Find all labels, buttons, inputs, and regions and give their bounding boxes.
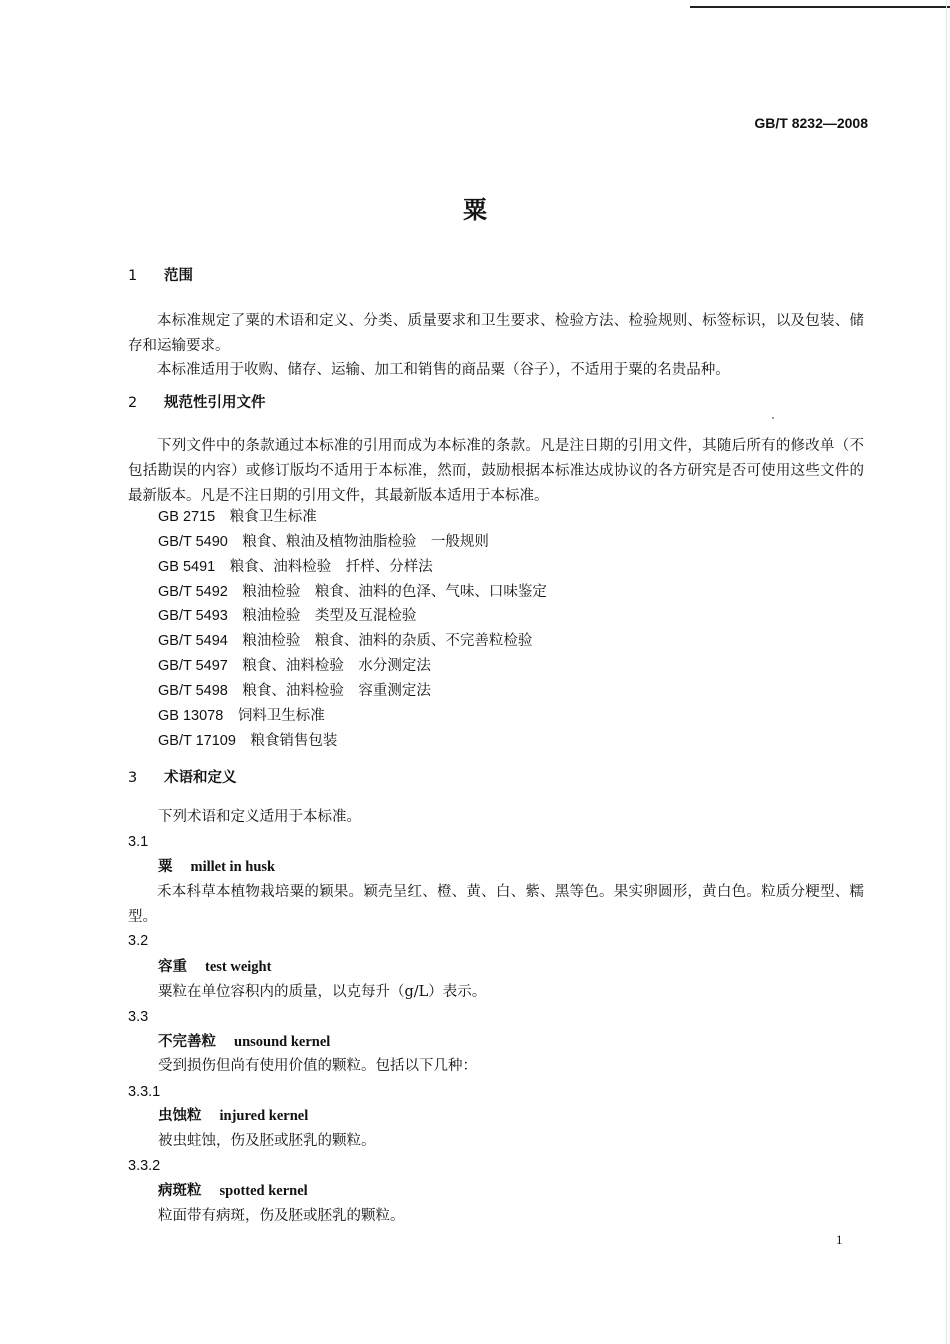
term-english: millet in husk <box>190 859 276 875</box>
section-title: 术语和定义 <box>164 770 237 786</box>
term-english: unsound kernel <box>234 1034 331 1050</box>
section-2-paragraph: 下列文件中的条款通过本标准的引用而成为本标准的条款。凡是注日期的引用文件，其随后所有的修改单（不包括勘误的内容）或修订版均不适用于本标准，然而，鼓励根据本标准达成协议的各方研究是否可使用这些文件的最新版本。凡是不注日期的引用文件，其最新版本适用于本标准。 <box>128 438 864 504</box>
reference-code: GB/T 5490 <box>158 534 228 550</box>
term-chinese: 虫蚀粒 <box>158 1108 202 1124</box>
document-title: 粟 <box>463 196 487 224</box>
reference-code: GB/T 5494 <box>158 633 228 649</box>
reference-code: GB 2715 <box>158 509 216 525</box>
clause-number: 3.2 <box>128 933 149 949</box>
reference-title: 粮油检验 类型及互混检验 <box>242 608 417 624</box>
reference-title: 粮食、油料检验 扦样、分样法 <box>229 559 433 575</box>
reference-code: GB/T 17109 <box>158 733 236 749</box>
term-definition: 粟粒在单位容积内的质量，以克每升（g/L）表示。 <box>158 984 487 1000</box>
reference-title: 粮油检验 粮食、油料的杂质、不完善粒检验 <box>242 633 533 649</box>
reference-title: 粮食卫生标准 <box>229 509 317 525</box>
reference-title: 粮油检验 粮食、油料的色泽、气味、口味鉴定 <box>242 584 547 600</box>
term-definition: 受到损伤但尚有使用价值的颗粒。包括以下几种： <box>158 1058 477 1074</box>
reference-item <box>158 606 416 626</box>
term-heading <box>158 1106 308 1126</box>
reference-title: 粮食销售包装 <box>250 733 338 749</box>
section-number: 1 <box>128 268 138 284</box>
reference-item <box>158 507 317 527</box>
term-english: test weight <box>205 959 272 975</box>
reference-item <box>158 557 433 577</box>
section-1-heading <box>128 266 193 286</box>
reference-title: 粮食、粮油及植物油脂检验 一般规则 <box>242 534 489 550</box>
reference-code: GB 13078 <box>158 708 224 724</box>
term-heading <box>158 957 271 977</box>
section-title: 规范性引用文件 <box>164 395 266 411</box>
reference-item <box>158 532 489 552</box>
reference-code: GB/T 5493 <box>158 608 228 624</box>
section-1-paragraph-2: 本标准适用于收购、储存、运输、加工和销售的商品粟（谷子），不适用于粟的名贵品种。 <box>157 362 730 378</box>
clause-number: 3.1 <box>128 834 149 850</box>
standard-number: GB/T 8232—2008 <box>754 115 868 131</box>
term-chinese: 粟 <box>158 859 173 875</box>
term-heading <box>158 1032 330 1052</box>
clause-number: 3.3 <box>128 1009 149 1025</box>
section-2-heading <box>128 393 266 413</box>
term-heading <box>158 857 275 877</box>
term-heading <box>158 1181 308 1201</box>
section-title: 范围 <box>164 268 193 284</box>
reference-item <box>158 706 325 726</box>
term-chinese: 病斑粒 <box>158 1183 202 1199</box>
reference-item <box>158 656 431 676</box>
reference-item <box>158 731 337 751</box>
reference-title: 饲料卫生标准 <box>237 708 325 724</box>
reference-item <box>158 631 532 651</box>
section-number: 3 <box>128 770 138 786</box>
term-chinese: 容重 <box>158 959 187 975</box>
term-definition: 被虫蛀蚀，伤及胚或胚乳的颗粒。 <box>158 1133 376 1149</box>
section-1-paragraph-1: 本标准规定了粟的术语和定义、分类、质量要求和卫生要求、检验方法、检验规则、标签标识，以及包装、储存和运输要求。 <box>128 313 864 354</box>
term-definition: 禾本科草本植物栽培粟的颖果。颖壳呈红、橙、黄、白、紫、黑等色。果实卵圆形，黄白色。粒质分粳型、糯型。 <box>128 884 864 925</box>
reference-item <box>158 582 547 602</box>
term-english: injured kernel <box>219 1108 309 1124</box>
section-3-intro: 下列术语和定义适用于本标准。 <box>158 809 361 825</box>
page-number: 1 <box>836 1232 843 1247</box>
reference-code: GB/T 5497 <box>158 658 228 674</box>
scan-speck <box>772 417 774 419</box>
reference-code: GB/T 5498 <box>158 683 228 699</box>
reference-title: 粮食、油料检验 容重测定法 <box>242 683 431 699</box>
section-3-heading <box>128 768 237 788</box>
reference-code: GB/T 5492 <box>158 584 228 600</box>
clause-number: 3.3.1 <box>128 1084 161 1100</box>
section-number: 2 <box>128 395 138 411</box>
reference-title: 粮食、油料检验 水分测定法 <box>242 658 431 674</box>
reference-item <box>158 681 431 701</box>
term-definition: 粒面带有病斑，伤及胚或胚乳的颗粒。 <box>158 1208 405 1224</box>
reference-code: GB 5491 <box>158 559 216 575</box>
term-chinese: 不完善粒 <box>158 1034 216 1050</box>
clause-number: 3.3.2 <box>128 1158 161 1174</box>
term-english: spotted kernel <box>219 1183 308 1199</box>
top-border-line <box>690 6 950 8</box>
